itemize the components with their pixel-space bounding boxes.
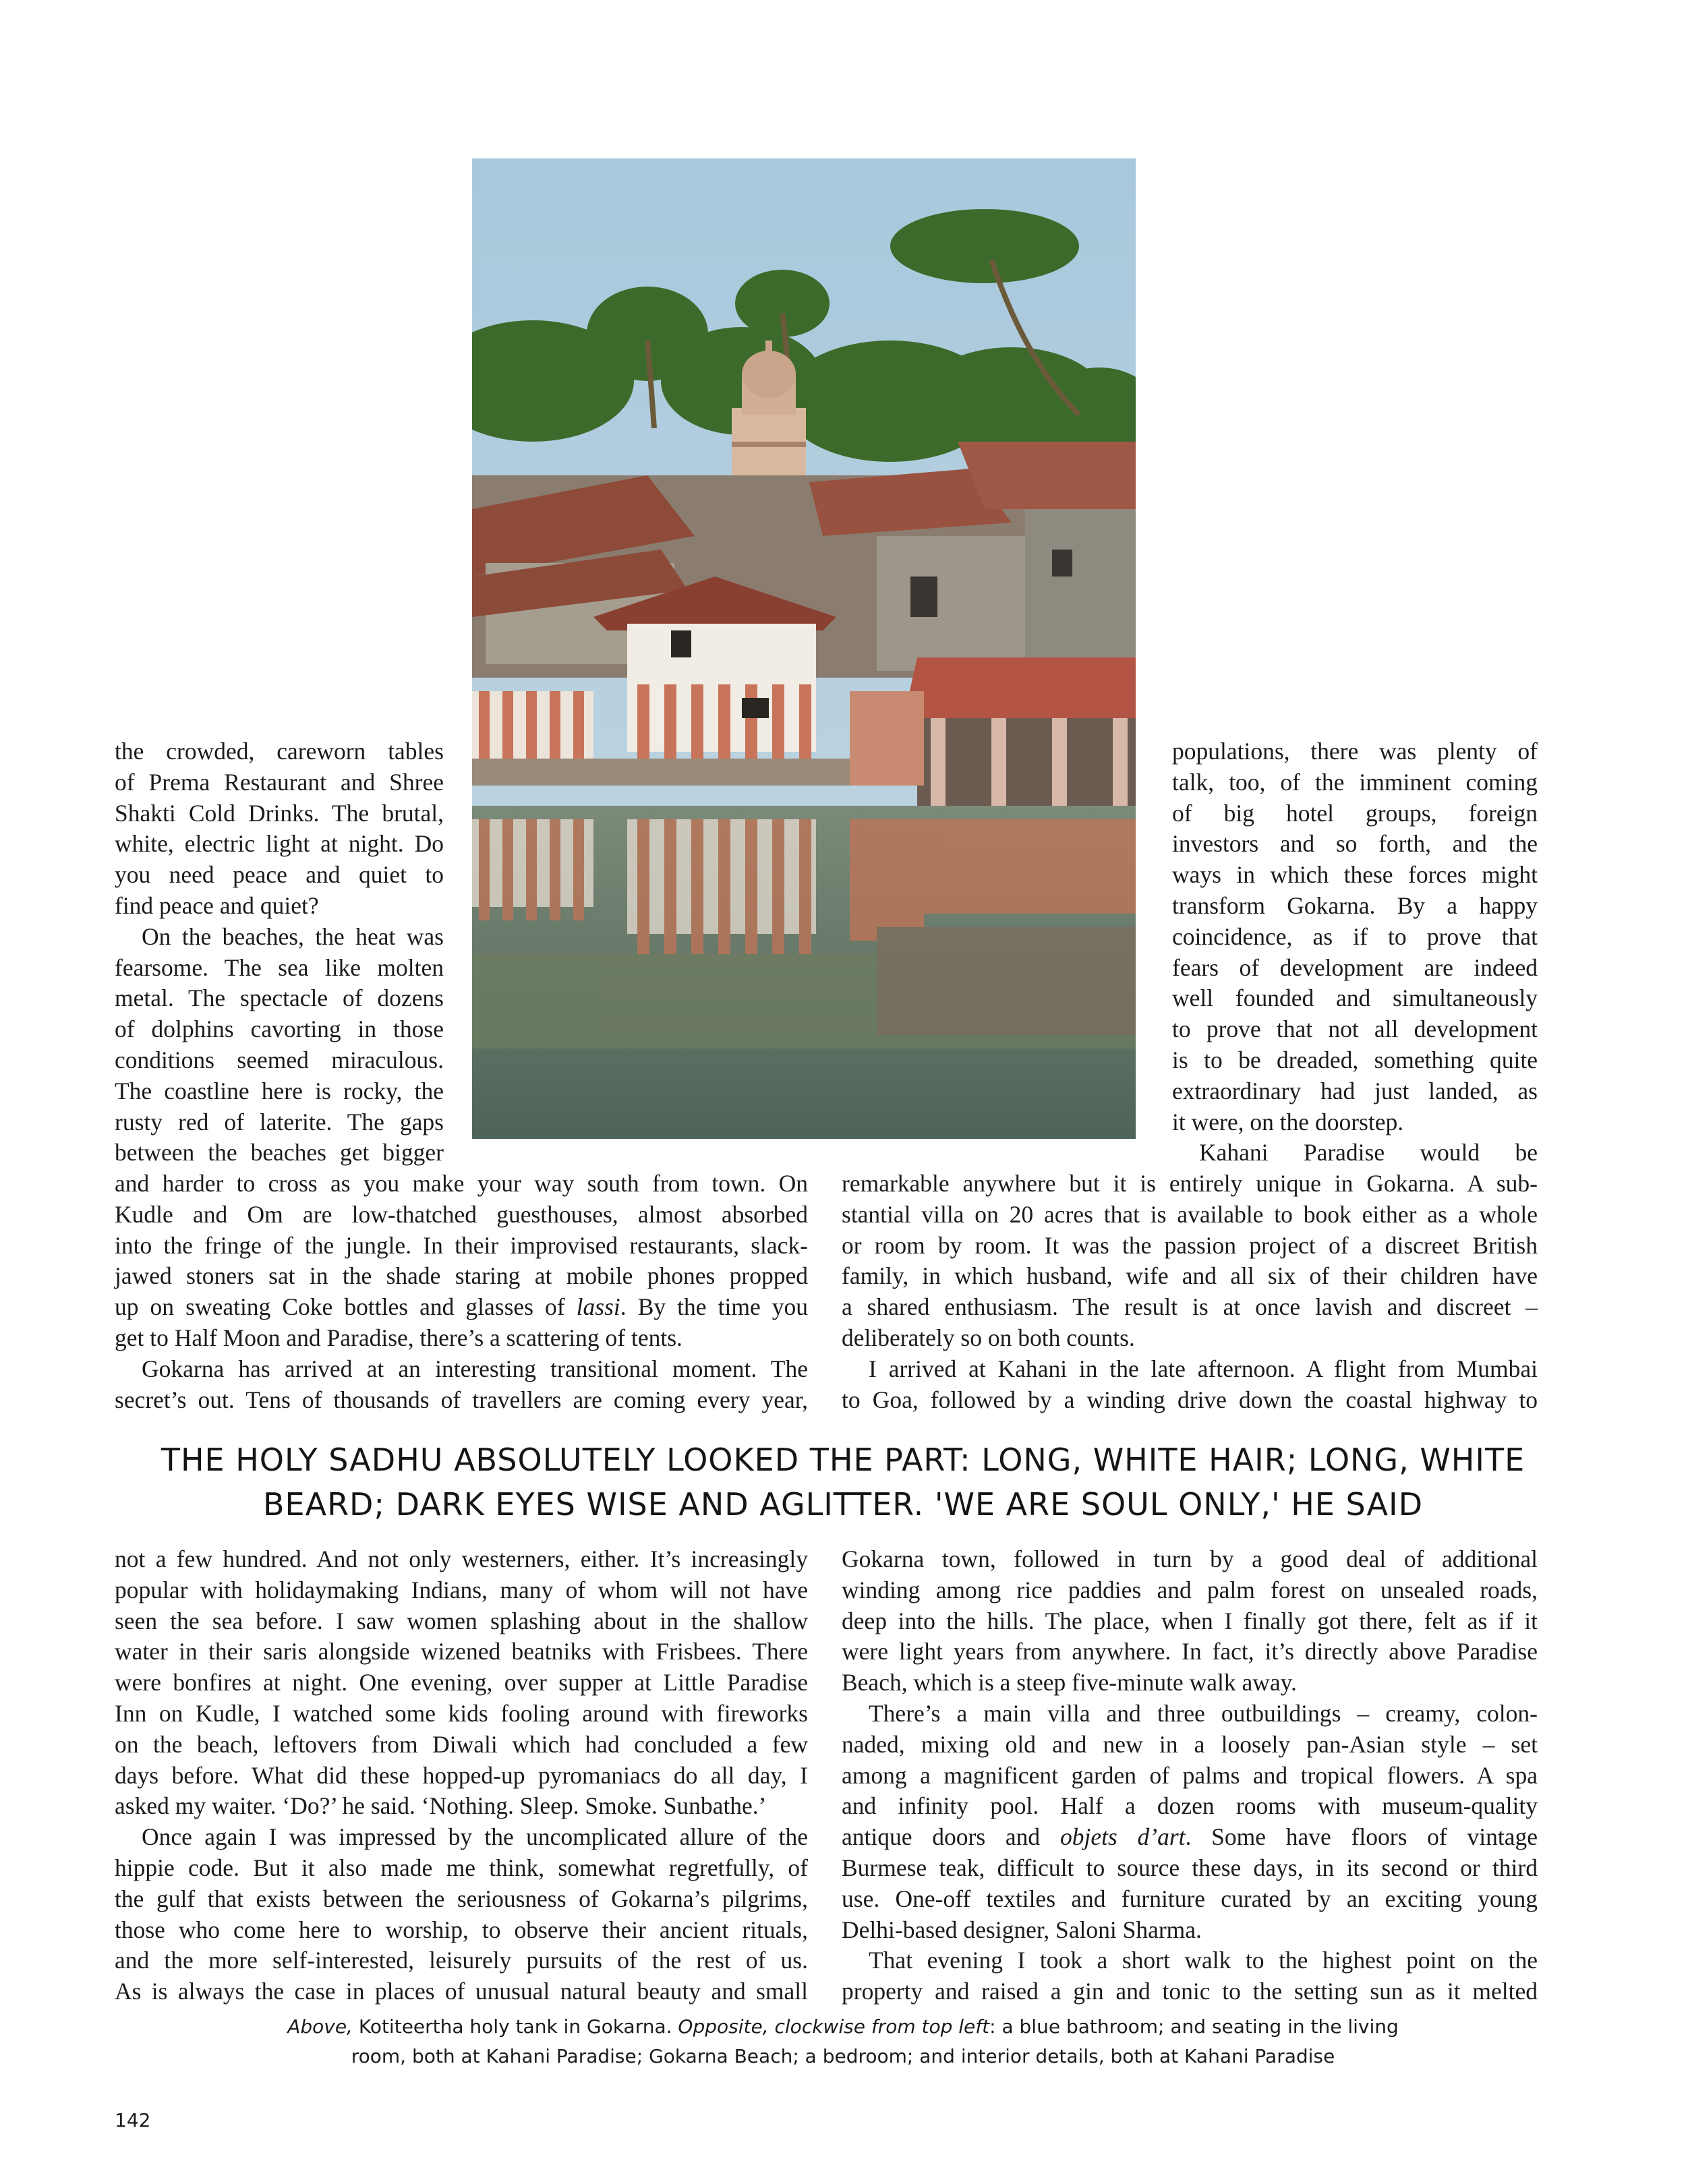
text-line: of Prema Restaurant and Shree: [115, 768, 444, 796]
text-line: and the more self-interested, leisurely pursuits of the rest of us.: [115, 1947, 808, 1974]
text-line: extraordinary had just landed, as: [1172, 1077, 1538, 1104]
text-line: metal. The spectacle of dozens: [115, 984, 444, 1012]
text-line: is to be dreaded, something quite: [1172, 1046, 1538, 1073]
text-line: Inn on Kudle, I watched some kids fooling around with fireworks: [115, 1699, 808, 1727]
text-line: well founded and simultaneously: [1172, 984, 1538, 1012]
text-line: fearsome. The sea like molten: [115, 953, 444, 981]
text-line: were light years from anywhere. In fact, it’s directly above Paradise: [842, 1638, 1538, 1665]
text-line: There’s a main villa and three outbuildings – creamy, colon-: [869, 1699, 1538, 1727]
text-line: on the beach, leftovers from Diwali which had concluded a few: [115, 1730, 808, 1758]
text-line: Gokarna has arrived at an interesting transitional moment. The: [142, 1355, 808, 1382]
text-line: you need peace and quiet to: [115, 861, 444, 889]
text-line: the crowded, careworn tables: [115, 738, 444, 765]
body-column-bottom-left: [115, 1544, 808, 2007]
text-line: That evening I took a short walk to the highest point on the: [869, 1947, 1538, 1974]
text-line: days before. What did these hopped-up pyromaniacs do all day, I: [115, 1761, 808, 1789]
text-line: to prove that not all development: [1172, 1015, 1538, 1043]
italic-word: lassi: [576, 1293, 620, 1321]
text-span: . By the time you: [620, 1293, 809, 1321]
text-line: it were, on the doorstep.: [1172, 1108, 1404, 1135]
caption-line: room, both at Kahani Paradise; Gokarna Beach; a bedroom; and interior details, both at Kahani Paradise: [351, 2045, 1335, 2067]
text-line: those who come here to worship, to observe their ancient rituals,: [115, 1916, 808, 1943]
caption-text: : a blue bathroom; and seating in the living: [989, 2015, 1399, 2038]
text-line: Shakti Cold Drinks. The brutal,: [115, 799, 444, 827]
text-line: ways in which these forces might: [1172, 861, 1538, 889]
text-line: property and raised a gin and tonic to the setting sun as it melted: [842, 1978, 1538, 2005]
text-line: conditions seemed miraculous.: [115, 1046, 444, 1073]
text-span: up on sweating Coke bottles and glasses of: [115, 1293, 565, 1321]
text-line: secret’s out. Tens of thousands of travellers are coming every year,: [115, 1386, 808, 1413]
pull-quote-line: THE HOLY SADHU ABSOLUTELY LOOKED THE PART: LONG, WHITE HAIR; LONG, WHITE: [161, 1442, 1525, 1478]
text-line: coincidence, as if to prove that: [1172, 922, 1538, 950]
text-line: find peace and quiet?: [115, 891, 319, 919]
text-line: family, in which husband, wife and all six of their children have: [842, 1262, 1538, 1290]
text-line: seen the sea before. I saw women splashing about in the shallow: [115, 1607, 808, 1634]
body-column-top-right: [1172, 736, 1538, 1169]
text-line: and harder to cross as you make your way south from town. On: [115, 1170, 808, 1197]
pull-quote-line: BEARD; DARK EYES WISE AND AGLITTER. 'WE ARE SOUL ONLY,' HE SAID: [262, 1486, 1423, 1523]
text-line: Gokarna town, followed in turn by a good deal of additional: [842, 1545, 1538, 1572]
text-line: not a few hundred. And not only westerners, either. It’s increasingly: [115, 1545, 808, 1572]
text-line: jawed stoners sat in the shade staring at mobile phones propped: [115, 1262, 808, 1290]
text-line: a shared enthusiasm. The result is at once lavish and discreet –: [842, 1293, 1538, 1321]
text-line: stantial villa on 20 acres that is available to book either as a whole: [842, 1200, 1538, 1228]
text-line: or room by room. It was the passion project of a discreet British: [842, 1231, 1538, 1259]
text-line: The coastline here is rocky, the: [115, 1077, 444, 1104]
text-line: transform Gokarna. By a happy: [1172, 891, 1538, 919]
text-line: of big hotel groups, foreign: [1172, 799, 1538, 827]
text-line: deep into the hills. The place, when I finally got there, felt as if it: [842, 1607, 1538, 1634]
text-line: popular with holidaymaking Indians, many of whom will not have: [115, 1576, 808, 1603]
text-line: use. One-off textiles and furniture curated by an exciting young: [842, 1885, 1538, 1912]
text-line: populations, there was plenty of: [1172, 738, 1538, 765]
text-line: Delhi-based designer, Saloni Sharma.: [842, 1916, 1202, 1943]
text-line: white, electric light at night. Do: [115, 830, 444, 858]
text-line: rusty red of laterite. The gaps: [115, 1108, 444, 1135]
text-span: . Some have floors of vintage: [1185, 1823, 1538, 1851]
text-line: Kudle and Om are low-thatched guesthouses, almost absorbed: [115, 1200, 808, 1228]
text-line: As is always the case in places of unusual natural beauty and small: [115, 1978, 808, 2005]
body-column-mid-right: [842, 1169, 1538, 1415]
text-line: hippie code. But it also made me think, somewhat regretfully, of: [115, 1854, 808, 1881]
text-line: among a magnificent garden of palms and tropical flowers. A spa: [842, 1761, 1538, 1789]
text-line: On the beaches, the heat was: [142, 922, 444, 950]
photo-caption: [135, 2012, 1551, 2071]
text-line: [115, 1292, 808, 1323]
text-line: and infinity pool. Half a dozen rooms with museum-quality: [842, 1792, 1538, 1820]
text-line: asked my waiter. ‘Do?’ he said. ‘Nothing. Sleep. Smoke. Sunbathe.’: [115, 1792, 767, 1820]
text-line: I arrived at Kahani in the late afternoon. A flight from Mumbai: [869, 1355, 1538, 1382]
text-line: were bonfires at night. One evening, over supper at Little Paradise: [115, 1669, 808, 1696]
text-line: talk, too, of the imminent coming: [1172, 768, 1538, 796]
text-line: to Goa, followed by a winding drive down the coastal highway to: [842, 1386, 1538, 1413]
page-number: 142: [115, 2109, 151, 2131]
body-column-bottom-right: [842, 1544, 1538, 2007]
text-line: [842, 1822, 1538, 1853]
caption-italic: Above,: [287, 2015, 353, 2038]
text-line: naded, mixing old and new in a loosely pan-Asian style – set: [842, 1730, 1538, 1758]
text-line: remarkable anywhere but it is entirely unique in Gokarna. A sub-: [842, 1170, 1538, 1197]
caption-italic: Opposite, clockwise from top left: [678, 2015, 990, 2038]
text-line: Burmese teak, difficult to source these days, in its second or third: [842, 1854, 1538, 1881]
text-line: Beach, which is a steep five-minute walk away.: [842, 1669, 1297, 1696]
text-line: fears of development are indeed: [1172, 953, 1538, 981]
text-line: into the fringe of the jungle. In their improvised restaurants, slack-: [115, 1231, 808, 1259]
text-line: water in their saris alongside wizened beatniks with Frisbees. There: [115, 1638, 808, 1665]
caption-text: Kotiteertha holy tank in Gokarna.: [352, 2015, 678, 2038]
text-line: winding among rice paddies and palm forest on unsealed roads,: [842, 1576, 1538, 1603]
text-line: Kahani Paradise would be: [1199, 1139, 1538, 1167]
body-column-mid-left: [115, 1169, 808, 1415]
text-line: of dolphins cavorting in those: [115, 1015, 444, 1043]
italic-word: objets d’art: [1059, 1823, 1186, 1851]
text-line: investors and so forth, and the: [1172, 830, 1538, 858]
temple-tank-photo: [472, 158, 1136, 1139]
body-column-top-left: [115, 736, 444, 1169]
text-line: Once again I was impressed by the uncomplicated allure of the: [142, 1823, 808, 1851]
text-line: between the beaches get bigger: [115, 1139, 444, 1167]
caption-line: [135, 2012, 1551, 2042]
pull-quote: [108, 1438, 1578, 1527]
text-line: deliberately so on both counts.: [842, 1324, 1135, 1351]
text-line: get to Half Moon and Paradise, there’s a scattering of tents.: [115, 1324, 682, 1351]
text-line: the gulf that exists between the seriousness of Gokarna’s pilgrims,: [115, 1885, 808, 1912]
text-span: antique doors and: [842, 1823, 1041, 1851]
